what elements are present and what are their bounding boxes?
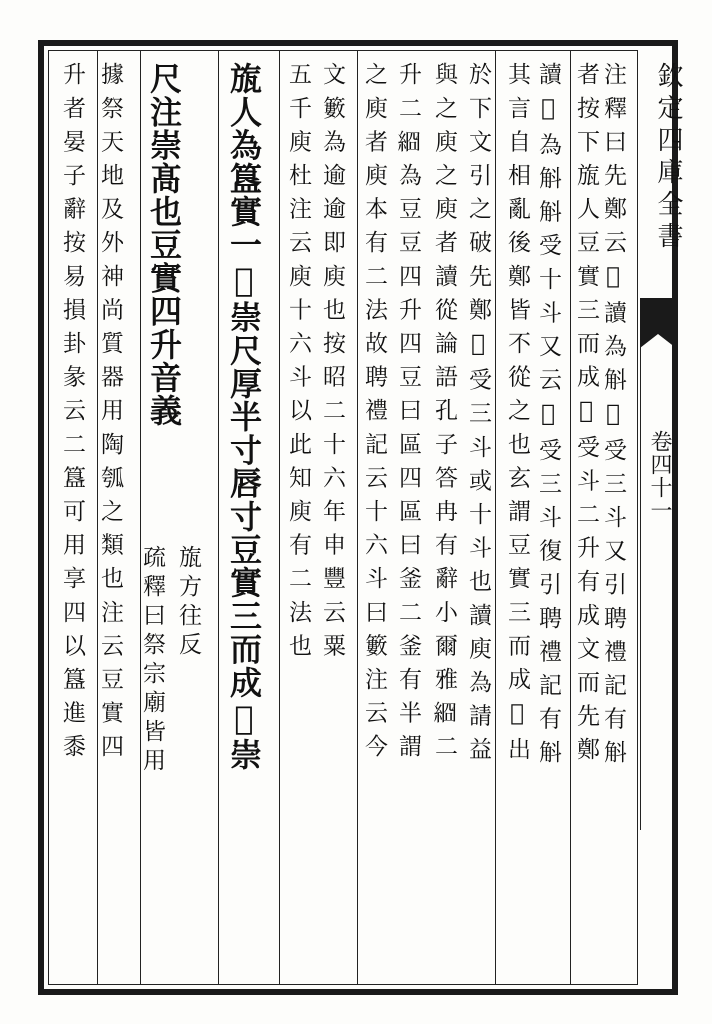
margin-rule (640, 300, 641, 830)
text-column: 與之庾之庾者讀從論語孔子答冉有辭小爾雅𦀝二 (431, 62, 457, 768)
text-column: 五千庾杜注云庾十六斗以此知庾有二法也 (285, 62, 311, 667)
annotation-column: 疏釋曰祭宗廟皆用 (139, 545, 165, 777)
annotation-column: 旊方往反 (175, 545, 201, 661)
fishtail-mark-icon (640, 298, 676, 348)
column-rule (279, 51, 280, 984)
book-title: 欽定四庫全書 (653, 62, 683, 254)
column-rule (570, 51, 571, 984)
text-column: 據祭天地及外神尚質器用陶瓠之類也注云豆實四 (97, 62, 123, 768)
text-column: 升二𦀝為豆豆四升四豆曰區四區曰釜二釜有半謂 (395, 62, 421, 768)
text-column: 注釋曰先鄭云𣪺讀為斛𣪺受三斗又引聘禮記有斛 (600, 62, 626, 774)
volume-number: 卷四十一 (647, 430, 672, 522)
main-text-column: 旊人為簋實一𣪺崇尺厚半寸唇寸豆實三而成𣪺崇 (225, 62, 263, 772)
text-column: 升者晏子辭按易損卦彖云二簋可用享四以簋進黍 (59, 62, 85, 768)
column-rule (140, 51, 141, 984)
column-rule (218, 51, 219, 984)
text-column: 讀𣪺為斛斛受十斗又云𣪺受三斗復引聘禮記有斛 (535, 62, 561, 774)
text-column: 者按下旊人豆實三而成𣪺受斗二升有成文而先鄭 (573, 62, 599, 771)
text-column: 於下文引之破先鄭𣪺受三斗或十斗也讀庾為請益 (465, 62, 491, 771)
text-column: 文籔為逾逾即庾也按昭二十六年申豐云粟 (319, 62, 345, 667)
column-rule (495, 51, 496, 984)
text-column: 之庾者庾本有二法故聘禮記云十六斗曰籔注云今 (361, 62, 387, 768)
text-column: 其言自相亂後鄭皆不從之也玄謂豆實三而成𣪺出 (504, 62, 530, 771)
column-rule (357, 51, 358, 984)
main-text-column: 尺注崇髙也豆實四升音義 (145, 62, 183, 428)
